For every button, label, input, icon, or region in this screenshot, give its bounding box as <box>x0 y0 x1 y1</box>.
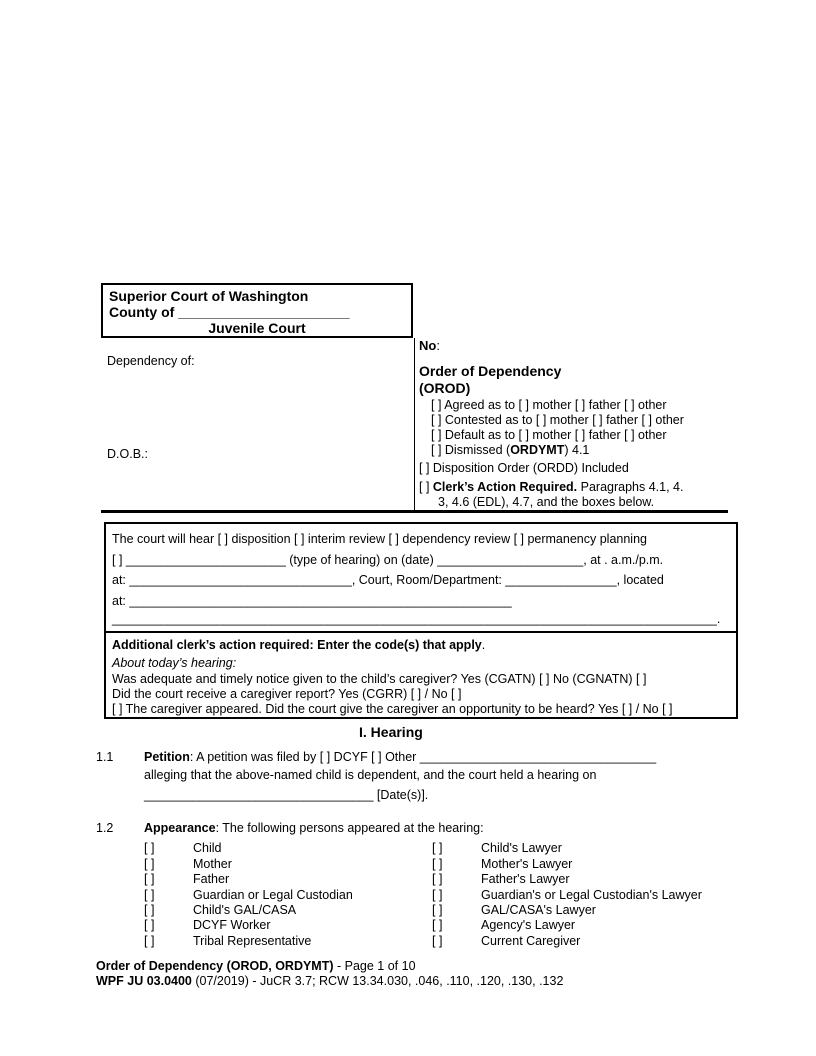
caregiver-report-question[interactable]: Did the court receive a caregiver report? Yes (CGRR) [ ] / No [ ] <box>112 687 462 701</box>
caregiver-notice-question[interactable]: Was adequate and timely notice given to the child’s caregiver? Yes (CGATN) [ ] No (CGNATN) [ ] <box>112 672 647 686</box>
label-mothers-lawyer: Mother's Lawyer <box>481 857 573 871</box>
label-gal-casa-lawyer: GAL/CASA's Lawyer <box>481 903 596 917</box>
label-child: Child <box>193 841 222 855</box>
hearing-extra-line[interactable]: _______________________________________________________________________________________. <box>112 612 721 626</box>
dob-label: D.O.B.: <box>107 447 148 461</box>
court-division: Juvenile Court <box>208 320 306 336</box>
disposition-checkbox[interactable]: [ ] Disposition Order (ORDD) Included <box>419 461 629 475</box>
label-gal-casa: Child's GAL/CASA <box>193 903 297 917</box>
checkbox-childs-lawyer[interactable]: [ ] <box>432 841 443 855</box>
footer-title: Order of Dependency (OROD, ORDYMT) - Page 1 of 10 <box>96 959 416 973</box>
caption-bottom-rule <box>101 510 728 513</box>
clerk-action-paragraphs: 3, 4.6 (EDL), 4.7, and the boxes below. <box>438 495 655 509</box>
case-number-field[interactable]: No: <box>419 338 440 353</box>
option-dismissed[interactable]: [ ] Dismissed (ORDYMT) 4.1 <box>431 443 590 457</box>
checkbox-gal-casa[interactable]: [ ] <box>144 903 155 917</box>
checkbox-gal-casa-lawyer[interactable]: [ ] <box>432 903 443 917</box>
hearing-date-line[interactable]: [ ] _______________________ (type of hearing) on (date) _____________________, at . a.m./p.m. <box>112 553 664 567</box>
option-default[interactable]: [ ] Default as to [ ] mother [ ] father [ ] other <box>431 428 667 442</box>
clerk-codes-heading: Additional clerk’s action required: Enter the code(s) that apply. <box>112 638 486 652</box>
petition-line[interactable]: Petition: A petition was filed by [ ] DCYF [ ] Other __________________________________ <box>144 750 657 764</box>
label-childs-lawyer: Child's Lawyer <box>481 841 562 855</box>
checkbox-mothers-lawyer[interactable]: [ ] <box>432 857 443 871</box>
hearing-type-line[interactable]: The court will hear [ ] disposition [ ] interim review [ ] dependency review [ ] permanency planning <box>112 532 647 546</box>
checkbox-fathers-lawyer[interactable]: [ ] <box>432 872 443 886</box>
order-title: Order of Dependency <box>419 363 562 379</box>
option-contested[interactable]: [ ] Contested as to [ ] mother [ ] father [ ] other <box>431 413 684 427</box>
checkbox-agency-lawyer[interactable]: [ ] <box>432 918 443 932</box>
label-dcyf-worker: DCYF Worker <box>193 918 271 932</box>
para-1-2-number: 1.2 <box>96 821 114 835</box>
clerk-section-divider <box>106 631 736 633</box>
label-fathers-lawyer: Father's Lawyer <box>481 872 570 886</box>
about-hearing-label: About today’s hearing: <box>112 656 237 670</box>
clerk-action-checkbox[interactable]: [ ] Clerk’s Action Required. Paragraphs 4.1, 4. <box>419 480 684 494</box>
hearing-dates-field[interactable]: _________________________________ [Date(s)]. <box>144 788 429 802</box>
label-guardian: Guardian or Legal Custodian <box>193 888 353 902</box>
hearing-address-line[interactable]: at: _______________________________________________________ <box>112 594 512 608</box>
checkbox-tribal-rep[interactable]: [ ] <box>144 934 155 948</box>
checkbox-guardian[interactable]: [ ] <box>144 888 155 902</box>
order-code: (OROD) <box>419 380 471 396</box>
caption-divider <box>414 338 415 512</box>
para-1-1-number: 1.1 <box>96 750 114 764</box>
option-agreed[interactable]: [ ] Agreed as to [ ] mother [ ] father [ ] other <box>431 398 667 412</box>
next-hearing-box <box>104 522 738 719</box>
caregiver-heard-question[interactable]: [ ] The caregiver appeared. Did the court give the caregiver an opportunity to be heard? Yes [ ] / No [ ] <box>112 702 673 716</box>
checkbox-mother[interactable]: [ ] <box>144 857 155 871</box>
section-heading: I. Hearing <box>359 724 423 740</box>
checkbox-father[interactable]: [ ] <box>144 872 155 886</box>
petition-allegation: alleging that the above-named child is dependent, and the court held a hearing on <box>144 768 597 782</box>
county-field[interactable]: County of ______________________ <box>109 304 350 320</box>
checkbox-guardians-lawyer[interactable]: [ ] <box>432 888 443 902</box>
label-father: Father <box>193 872 230 886</box>
court-name: Superior Court of Washington <box>109 288 309 304</box>
label-current-caregiver: Current Caregiver <box>481 934 581 948</box>
label-tribal-rep: Tribal Representative <box>193 934 312 948</box>
checkbox-current-caregiver[interactable]: [ ] <box>432 934 443 948</box>
checkbox-child[interactable]: [ ] <box>144 841 155 855</box>
footer-citation: WPF JU 03.0400 (07/2019) - JuCR 3.7; RCW 13.34.030, .046, .110, .120, .130, .132 <box>96 974 564 988</box>
dependency-of-label: Dependency of: <box>107 354 195 368</box>
appearance-line: Appearance: The following persons appeared at the hearing: <box>144 821 484 835</box>
hearing-location-line[interactable]: at: ________________________________, Court, Room/Department: ________________, located <box>112 573 664 587</box>
label-agency-lawyer: Agency's Lawyer <box>481 918 576 932</box>
label-guardians-lawyer: Guardian's or Legal Custodian's Lawyer <box>481 888 702 902</box>
checkbox-dcyf-worker[interactable]: [ ] <box>144 918 155 932</box>
label-mother: Mother <box>193 857 232 871</box>
court-caption-box <box>101 283 413 338</box>
